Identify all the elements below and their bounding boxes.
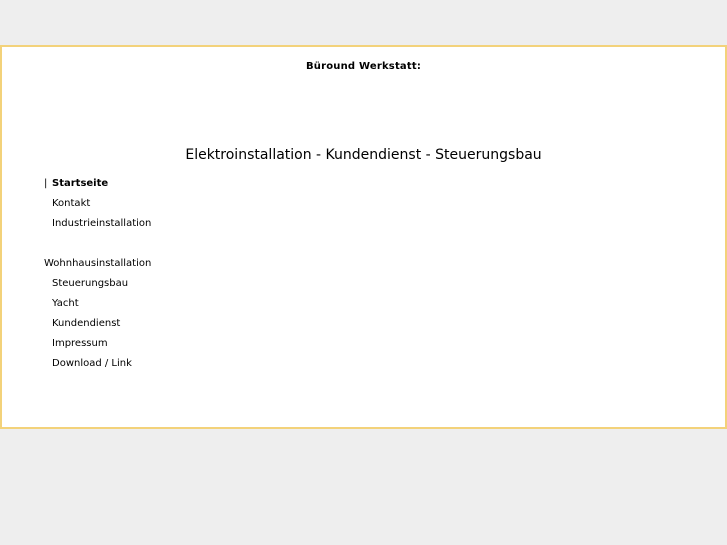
nav-item-wohnhausinstallation[interactable]: Wohnhausinstallation <box>44 258 152 269</box>
nav-item-label: Startseite <box>52 178 109 189</box>
nav-item-steuerungsbau[interactable]: Steuerungsbau <box>52 278 129 289</box>
main-navigation <box>44 178 151 378</box>
nav-item-impressum[interactable]: Impressum <box>52 338 108 349</box>
nav-item-kontakt[interactable]: Kontakt <box>52 198 91 209</box>
nav-item-industrieinstallation[interactable]: Industrieinstallation <box>52 218 152 229</box>
nav-item-startseite[interactable] <box>44 178 151 198</box>
active-marker: | <box>44 178 48 189</box>
page-slogan: Elektroinstallation - Kundendienst - Steuerungsbau <box>185 147 542 163</box>
nav-item-kundendienst[interactable]: Kundendienst <box>52 318 121 329</box>
nav-spacer <box>44 238 151 258</box>
nav-item-yacht[interactable]: Yacht <box>52 298 79 309</box>
office-heading: Büround Werkstatt: <box>305 61 422 72</box>
content-panel <box>0 45 727 429</box>
nav-item-download-link[interactable]: Download / Link <box>52 358 132 369</box>
